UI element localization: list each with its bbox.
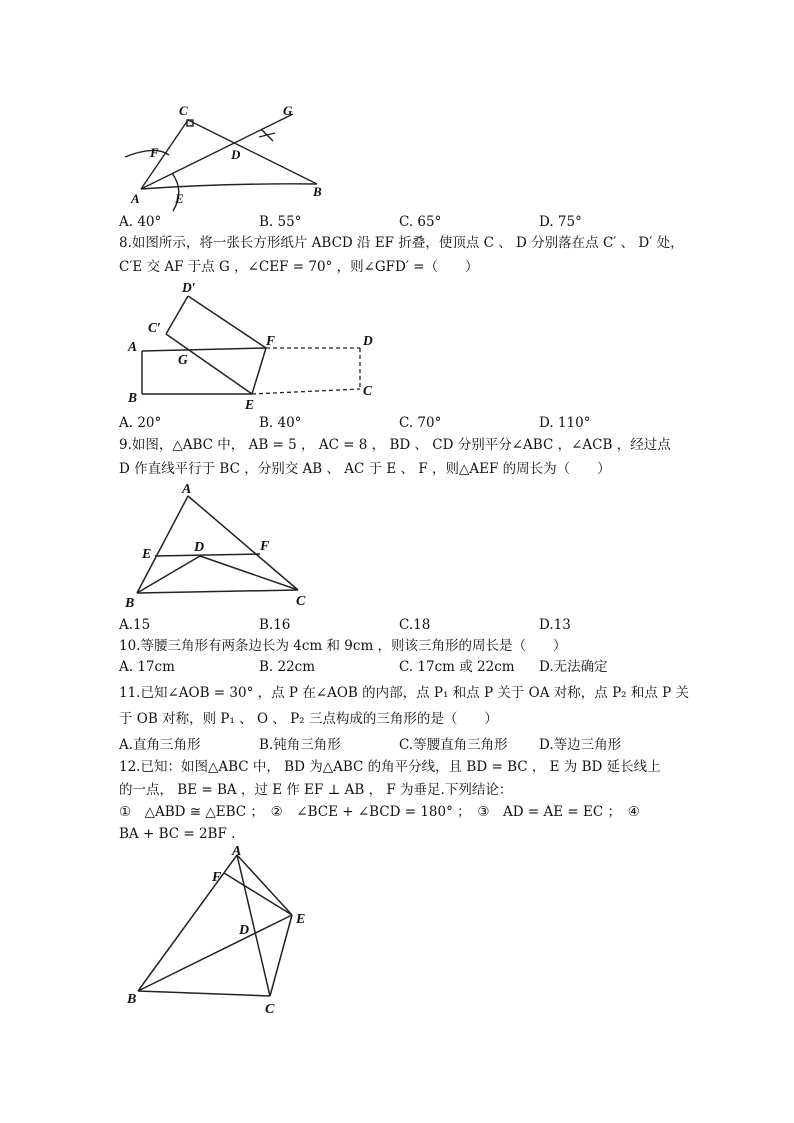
segment-DpF xyxy=(188,296,266,348)
segment-EF xyxy=(155,554,260,556)
q9-option-d: D.13 xyxy=(539,617,571,633)
label-G: G xyxy=(283,103,293,118)
segment-DpCp xyxy=(166,296,188,334)
label-F: F xyxy=(260,539,270,554)
label-A: A xyxy=(182,482,192,497)
label-F: F xyxy=(212,870,222,885)
segment-BC xyxy=(137,590,298,593)
q9-text-line2: D 作直线平行于 BC ，分别交 AB 、 AC 于 E 、 F ，则△AEF 的周长为（ ） xyxy=(119,461,611,477)
label-D: D xyxy=(363,333,373,348)
segment-AC xyxy=(188,496,298,590)
q7-option-b: B. 55° xyxy=(259,214,302,230)
q12-text-line3: ① △ABD ≅ △EBC ； ② ∠BCE + ∠BCD = 180° ； ③ AD = AE = EC ； ④ xyxy=(119,804,640,820)
figure-q8 xyxy=(120,278,385,413)
label-G: G xyxy=(178,352,188,367)
label-Dprime: D′ xyxy=(182,280,196,295)
label-Cprime: C′ xyxy=(148,320,161,335)
q10-text-line1: 10.等腰三角形有两条边长为 4cm 和 9cm ，则该三角形的周长是（ ） xyxy=(119,638,567,654)
q10-option-b: B. 22cm xyxy=(259,659,316,675)
label-E: E xyxy=(245,397,255,412)
q8-option-c: C. 70° xyxy=(399,415,442,431)
q8-text-line1: 8.如图所示，将一张长方形纸片 ABCD 沿 EF 折叠，使顶点 C 、 D 分别落在点 C′ 、 D′ 处， xyxy=(119,235,684,251)
q11-option-a: A.直角三角形 xyxy=(119,737,201,753)
dashed-EC xyxy=(252,389,360,394)
segment-AE xyxy=(237,855,292,915)
label-B: B xyxy=(127,992,137,1007)
q9-text-line1: 9.如图，△ABC 中， AB = 5 ， AC = 8 ， BD 、 CD 分别平分∠ABC ，∠ACB ，经过点 xyxy=(119,437,671,453)
q10-option-c: C. 17cm 或 22cm xyxy=(399,659,515,675)
segment-AF xyxy=(142,348,266,351)
q9-option-a: A.15 xyxy=(119,617,151,633)
segment-FE xyxy=(224,873,292,915)
arc-mark-2 xyxy=(259,133,275,137)
label-C: C xyxy=(265,1002,275,1017)
q8-text-line2: C′E 交 AF 于点 G ，∠CEF = 70° ，则∠GFD′ =（ ） xyxy=(119,259,479,275)
q7-option-d: D. 75° xyxy=(539,214,582,230)
label-F: F xyxy=(150,145,159,160)
label-D: D xyxy=(239,923,250,938)
label-C: C xyxy=(179,103,188,118)
segment-BE xyxy=(138,915,292,991)
segment-EF xyxy=(252,348,266,394)
label-A: A xyxy=(128,339,138,354)
segment-AB xyxy=(138,855,237,991)
q12-text-line2: 的一点， BE = BA ，过 E 作 EF ⊥ AB ， F 为垂足.下列结论： xyxy=(119,782,513,798)
q11-option-c: C.等腰直角三角形 xyxy=(399,737,508,753)
segment-CB xyxy=(188,120,317,184)
q10-option-a: A. 17cm xyxy=(119,659,175,675)
label-D: D xyxy=(194,540,205,555)
figure-q12 xyxy=(118,845,328,1020)
segment-CE xyxy=(270,915,292,996)
label-A: A xyxy=(232,845,242,859)
q12-text-line4: BA + BC = 2BF . xyxy=(119,826,236,842)
q11-text-line2: 于 OB 对称，则 P₁ 、 O 、 P₂ 三点构成的三角形的是（ ） xyxy=(119,711,498,727)
arc-upper xyxy=(125,150,169,157)
label-A: A xyxy=(131,191,140,206)
label-E: E xyxy=(296,912,306,927)
q7-option-a: A. 40° xyxy=(119,214,162,230)
q8-option-a: A. 20° xyxy=(119,415,162,431)
figure-q9 xyxy=(118,480,318,612)
q8-option-b: B. 40° xyxy=(259,415,302,431)
segment-AB xyxy=(141,184,317,189)
segment-BC xyxy=(138,991,270,996)
label-E: E xyxy=(175,191,184,206)
label-D: D xyxy=(231,147,241,162)
figure-q7 xyxy=(115,95,330,215)
q9-option-b: B.16 xyxy=(259,617,291,633)
q12-text-line1: 12.已知：如图△ABC 中， BD 为△ABC 的角平分线，且 BD = BC ， E 为 BD 延长线上 xyxy=(119,759,661,775)
label-C: C xyxy=(363,383,373,398)
label-B: B xyxy=(125,596,135,611)
label-C: C xyxy=(296,594,306,609)
label-B: B xyxy=(128,390,138,405)
q7-option-c: C. 65° xyxy=(399,214,442,230)
q11-option-d: D.等边三角形 xyxy=(539,737,622,753)
label-F: F xyxy=(266,333,276,348)
segment-AC xyxy=(141,120,188,189)
q11-text-line1: 11.已知∠AOB = 30° ，点 P 在∠AOB 的内部，点 P₁ 和点 P 关于 OA 对称，点 P₂ 和点 P 关 xyxy=(119,685,690,701)
q10-option-d: D.无法确定 xyxy=(539,659,608,675)
q8-option-d: D. 110° xyxy=(539,415,591,431)
q11-option-b: B.钝角三角形 xyxy=(259,737,341,753)
label-E: E xyxy=(142,547,152,562)
q9-option-c: C.18 xyxy=(399,617,431,633)
label-B: B xyxy=(313,184,322,199)
segment-DC xyxy=(200,556,298,590)
